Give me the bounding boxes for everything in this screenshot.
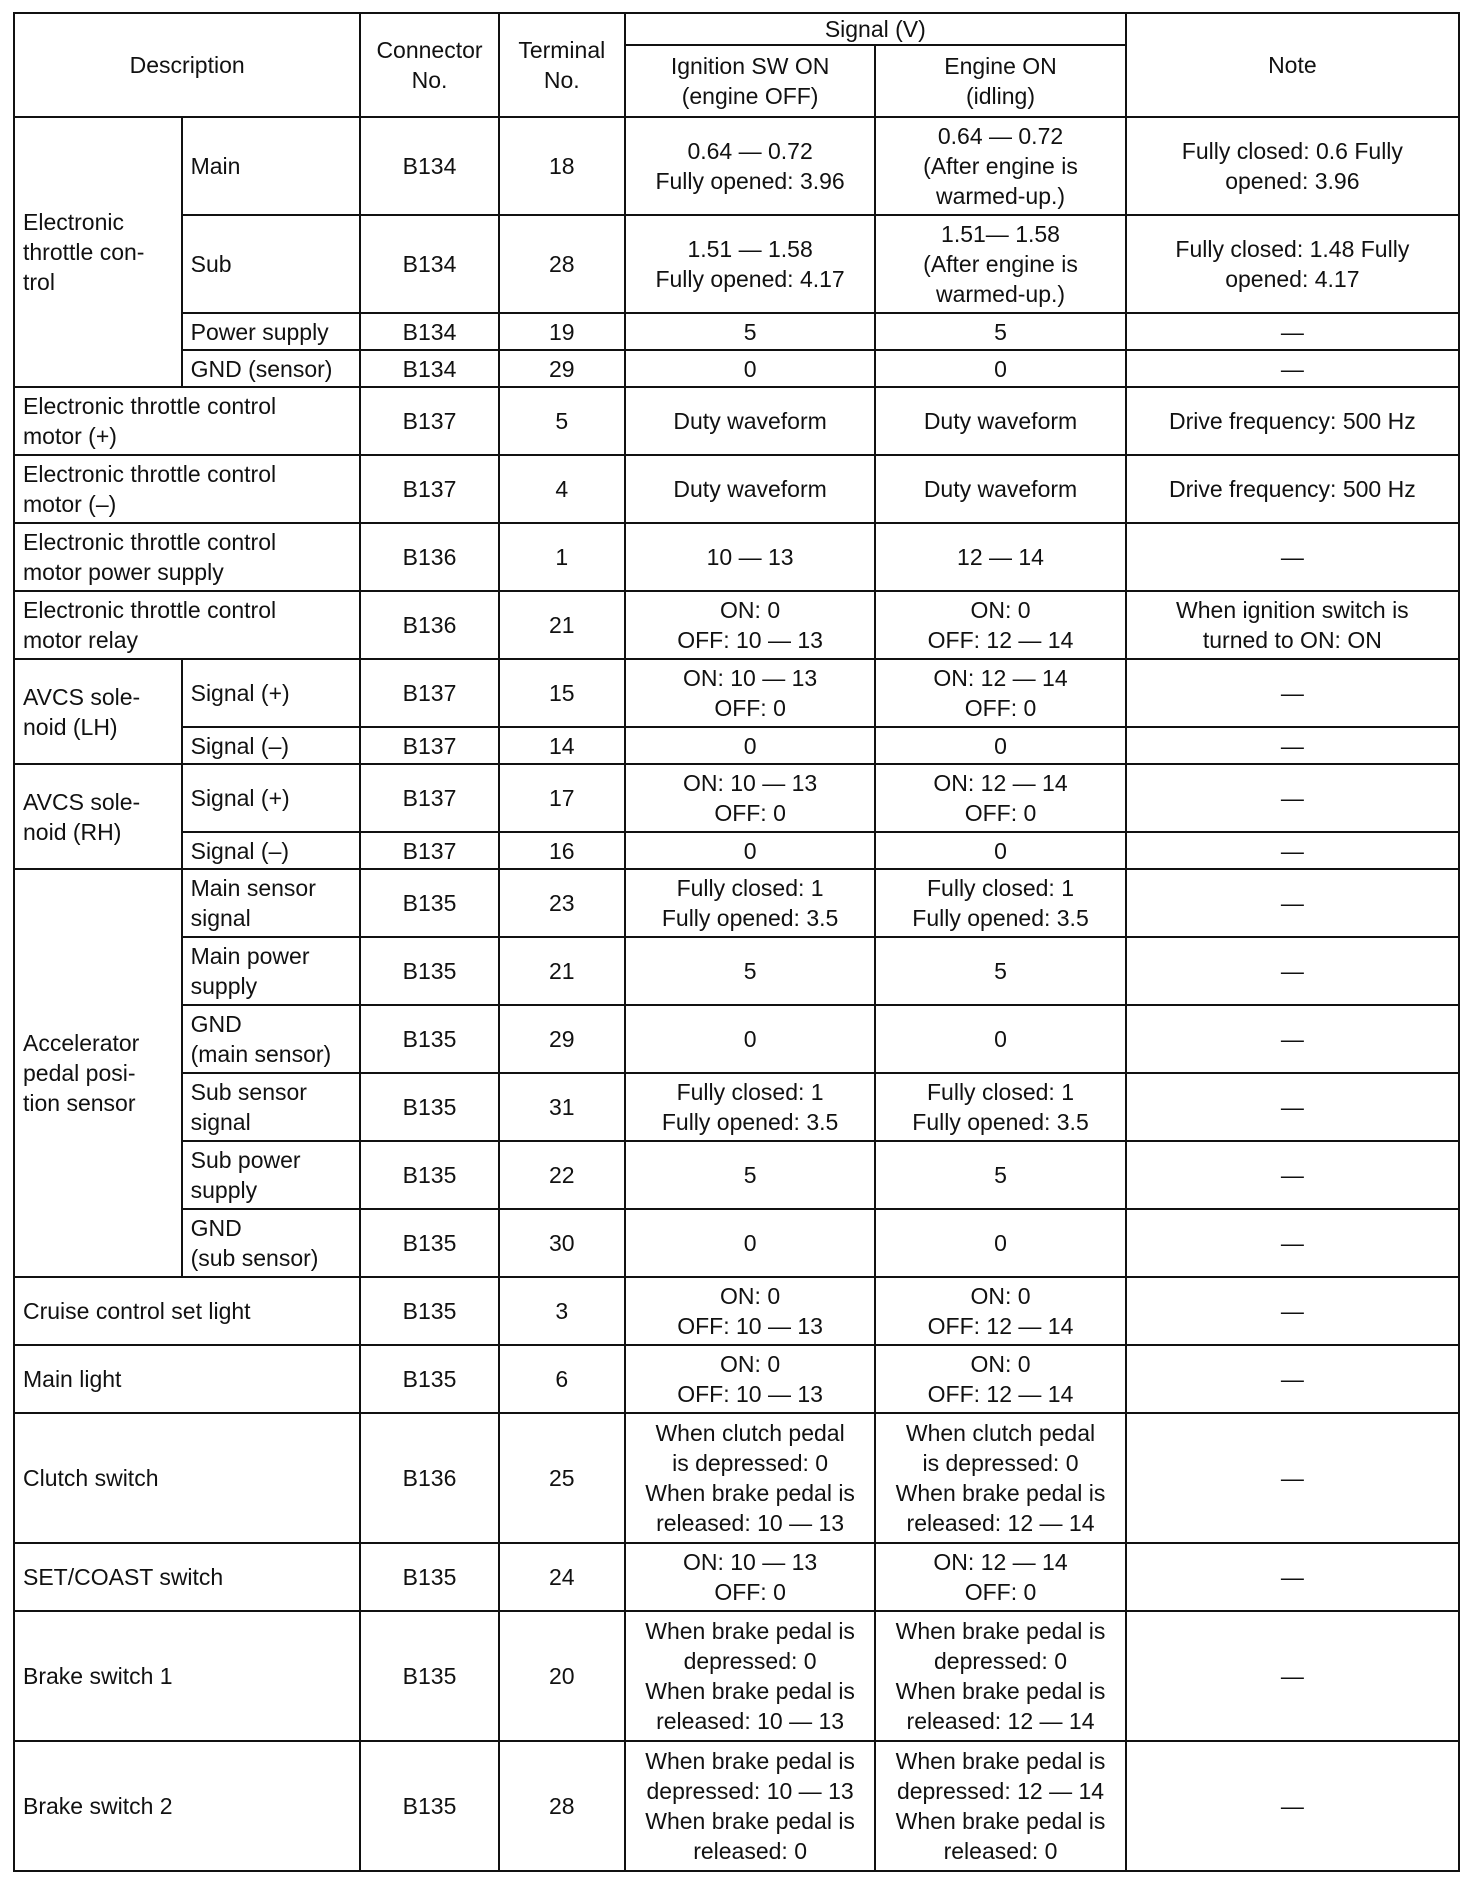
engine-on-cell: 5 xyxy=(875,313,1125,350)
connector-cell: B136 xyxy=(360,1413,498,1543)
terminal-cell: 25 xyxy=(499,1413,625,1543)
note-cell: — xyxy=(1126,764,1459,832)
connector-cell: B135 xyxy=(360,1741,498,1871)
ignition-on-cell: 0.64 — 0.72 Fully opened: 3.96 xyxy=(625,117,875,215)
note-cell: — xyxy=(1126,1005,1459,1073)
ignition-on-cell: 5 xyxy=(625,1141,875,1209)
connector-cell: B135 xyxy=(360,1073,498,1141)
row-description: Main light xyxy=(14,1345,360,1413)
engine-on-cell: 0 xyxy=(875,1209,1125,1277)
note-cell: — xyxy=(1126,1073,1459,1141)
row-subdescription: Sub sensor signal xyxy=(182,1073,361,1141)
connector-cell: B135 xyxy=(360,1209,498,1277)
header-row xyxy=(14,13,1459,45)
note-cell: — xyxy=(1126,350,1459,387)
signal-table-container xyxy=(13,12,1460,1878)
note-cell: — xyxy=(1126,1741,1459,1871)
ignition-on-cell: 0 xyxy=(625,727,875,764)
row-description: Clutch switch xyxy=(14,1413,360,1543)
engine-on-cell: ON: 12 — 14 OFF: 0 xyxy=(875,659,1125,727)
table-row xyxy=(14,937,1459,1005)
terminal-cell: 24 xyxy=(499,1543,625,1611)
terminal-cell: 6 xyxy=(499,1345,625,1413)
table-row xyxy=(14,659,1459,727)
ignition-on-cell: 0 xyxy=(625,832,875,869)
note-cell: Fully closed: 0.6 Fully opened: 3.96 xyxy=(1126,117,1459,215)
terminal-cell: 5 xyxy=(499,387,625,455)
note-cell: Drive frequency: 500 Hz xyxy=(1126,387,1459,455)
table-row xyxy=(14,1073,1459,1141)
terminal-cell: 18 xyxy=(499,117,625,215)
table-row xyxy=(14,591,1459,659)
table-row xyxy=(14,1611,1459,1741)
connector-cell: B134 xyxy=(360,313,498,350)
table-row xyxy=(14,455,1459,523)
connector-cell: B137 xyxy=(360,832,498,869)
row-subdescription: Main xyxy=(182,117,361,215)
note-cell: — xyxy=(1126,1209,1459,1277)
row-subdescription: Signal (–) xyxy=(182,832,361,869)
engine-on-cell: ON: 0 OFF: 12 — 14 xyxy=(875,591,1125,659)
terminal-cell: 29 xyxy=(499,1005,625,1073)
ignition-on-cell: 0 xyxy=(625,1005,875,1073)
engine-on-cell: Duty waveform xyxy=(875,455,1125,523)
ignition-on-cell: 5 xyxy=(625,937,875,1005)
ignition-on-cell: When brake pedal is depressed: 10 — 13 When brake pedal is released: 0 xyxy=(625,1741,875,1871)
connector-cell: B135 xyxy=(360,1277,498,1345)
table-row xyxy=(14,387,1459,455)
row-subdescription: Sub xyxy=(182,215,361,313)
note-cell: — xyxy=(1126,832,1459,869)
terminal-cell: 14 xyxy=(499,727,625,764)
terminal-cell: 19 xyxy=(499,313,625,350)
ignition-on-cell: When brake pedal is depressed: 0 When brake pedal is released: 10 — 13 xyxy=(625,1611,875,1741)
row-subdescription: GND (sub sensor) xyxy=(182,1209,361,1277)
row-subdescription: Signal (+) xyxy=(182,764,361,832)
ignition-on-cell: ON: 10 — 13 OFF: 0 xyxy=(625,659,875,727)
row-subdescription: Power supply xyxy=(182,313,361,350)
ignition-on-cell: 0 xyxy=(625,1209,875,1277)
note-cell: When ignition switch is turned to ON: ON xyxy=(1126,591,1459,659)
group-electronic-throttle-control: Electronic throttle con- trol xyxy=(14,117,182,387)
terminal-cell: 21 xyxy=(499,937,625,1005)
note-cell: — xyxy=(1126,869,1459,937)
terminal-cell: 21 xyxy=(499,591,625,659)
header-connector-no: Connector No. xyxy=(360,13,498,117)
row-subdescription: Signal (–) xyxy=(182,727,361,764)
terminal-cell: 23 xyxy=(499,869,625,937)
terminal-cell: 17 xyxy=(499,764,625,832)
connector-cell: B134 xyxy=(360,215,498,313)
table-row xyxy=(14,1209,1459,1277)
row-subdescription: GND (main sensor) xyxy=(182,1005,361,1073)
note-cell: Fully closed: 1.48 Fully opened: 4.17 xyxy=(1126,215,1459,313)
header-signal: Signal (V) xyxy=(625,13,1126,45)
engine-on-cell: When brake pedal is depressed: 0 When brake pedal is released: 12 — 14 xyxy=(875,1611,1125,1741)
note-cell: — xyxy=(1126,727,1459,764)
table-row xyxy=(14,869,1459,937)
row-description: Electronic throttle control motor (+) xyxy=(14,387,360,455)
connector-cell: B135 xyxy=(360,937,498,1005)
terminal-cell: 22 xyxy=(499,1141,625,1209)
ignition-on-cell: ON: 0 OFF: 10 — 13 xyxy=(625,591,875,659)
ignition-on-cell: 10 — 13 xyxy=(625,523,875,591)
ignition-on-cell: ON: 0 OFF: 10 — 13 xyxy=(625,1277,875,1345)
table-row xyxy=(14,1005,1459,1073)
connector-cell: B135 xyxy=(360,1141,498,1209)
engine-on-cell: 0 xyxy=(875,350,1125,387)
engine-on-cell: ON: 0 OFF: 12 — 14 xyxy=(875,1277,1125,1345)
engine-on-cell: ON: 0 OFF: 12 — 14 xyxy=(875,1345,1125,1413)
connector-cell: B134 xyxy=(360,117,498,215)
header-terminal-no: Terminal No. xyxy=(499,13,625,117)
note-cell: — xyxy=(1126,523,1459,591)
row-subdescription: Main power supply xyxy=(182,937,361,1005)
table-row xyxy=(14,523,1459,591)
note-cell: — xyxy=(1126,313,1459,350)
note-cell: — xyxy=(1126,1141,1459,1209)
table-row xyxy=(14,1345,1459,1413)
connector-cell: B137 xyxy=(360,455,498,523)
group-avcs-solenoid-rh: AVCS sole- noid (RH) xyxy=(14,764,182,869)
row-description: Electronic throttle control motor relay xyxy=(14,591,360,659)
group-avcs-solenoid-lh: AVCS sole- noid (LH) xyxy=(14,659,182,764)
terminal-cell: 1 xyxy=(499,523,625,591)
header-description: Description xyxy=(14,13,360,117)
connector-cell: B137 xyxy=(360,764,498,832)
header-ignition-on: Ignition SW ON (engine OFF) xyxy=(625,45,875,117)
engine-on-cell: 1.51— 1.58 (After engine is warmed-up.) xyxy=(875,215,1125,313)
ignition-on-cell: Duty waveform xyxy=(625,387,875,455)
row-subdescription: Sub power supply xyxy=(182,1141,361,1209)
ignition-on-cell: Fully closed: 1 Fully opened: 3.5 xyxy=(625,869,875,937)
connector-cell: B136 xyxy=(360,591,498,659)
signal-table xyxy=(13,12,1460,1872)
table-row xyxy=(14,350,1459,387)
connector-cell: B135 xyxy=(360,1345,498,1413)
connector-cell: B135 xyxy=(360,869,498,937)
terminal-cell: 31 xyxy=(499,1073,625,1141)
row-description: Brake switch 1 xyxy=(14,1611,360,1741)
row-description: SET/COAST switch xyxy=(14,1543,360,1611)
connector-cell: B135 xyxy=(360,1005,498,1073)
note-cell: — xyxy=(1126,1277,1459,1345)
row-description: Electronic throttle control motor power supply xyxy=(14,523,360,591)
note-cell: — xyxy=(1126,1345,1459,1413)
terminal-cell: 28 xyxy=(499,1741,625,1871)
engine-on-cell: Fully closed: 1 Fully opened: 3.5 xyxy=(875,1073,1125,1141)
note-cell: — xyxy=(1126,659,1459,727)
engine-on-cell: When brake pedal is depressed: 12 — 14 When brake pedal is released: 0 xyxy=(875,1741,1125,1871)
ignition-on-cell: 5 xyxy=(625,313,875,350)
table-row xyxy=(14,313,1459,350)
row-description: Electronic throttle control motor (–) xyxy=(14,455,360,523)
connector-cell: B135 xyxy=(360,1543,498,1611)
row-subdescription: Signal (+) xyxy=(182,659,361,727)
table-row xyxy=(14,1413,1459,1543)
ignition-on-cell: 1.51 — 1.58 Fully opened: 4.17 xyxy=(625,215,875,313)
engine-on-cell: 12 — 14 xyxy=(875,523,1125,591)
connector-cell: B137 xyxy=(360,387,498,455)
table-row xyxy=(14,117,1459,215)
note-cell: Drive frequency: 500 Hz xyxy=(1126,455,1459,523)
engine-on-cell: 0 xyxy=(875,832,1125,869)
engine-on-cell: 0.64 — 0.72 (After engine is warmed-up.) xyxy=(875,117,1125,215)
connector-cell: B136 xyxy=(360,523,498,591)
group-accelerator-pedal-position-sensor: Accelerator pedal posi- tion sensor xyxy=(14,869,182,1277)
table-row xyxy=(14,1741,1459,1871)
connector-cell: B137 xyxy=(360,659,498,727)
ignition-on-cell: ON: 0 OFF: 10 — 13 xyxy=(625,1345,875,1413)
terminal-cell: 15 xyxy=(499,659,625,727)
connector-cell: B134 xyxy=(360,350,498,387)
engine-on-cell: When clutch pedal is depressed: 0 When brake pedal is released: 12 — 14 xyxy=(875,1413,1125,1543)
engine-on-cell: ON: 12 — 14 OFF: 0 xyxy=(875,764,1125,832)
table-row xyxy=(14,1277,1459,1345)
row-subdescription: GND (sensor) xyxy=(182,350,361,387)
table-row xyxy=(14,727,1459,764)
note-cell: — xyxy=(1126,1611,1459,1741)
terminal-cell: 16 xyxy=(499,832,625,869)
table-row xyxy=(14,1543,1459,1611)
terminal-cell: 3 xyxy=(499,1277,625,1345)
ignition-on-cell: When clutch pedal is depressed: 0 When brake pedal is released: 10 — 13 xyxy=(625,1413,875,1543)
table-row xyxy=(14,215,1459,313)
connector-cell: B137 xyxy=(360,727,498,764)
terminal-cell: 20 xyxy=(499,1611,625,1741)
table-row xyxy=(14,832,1459,869)
ignition-on-cell: ON: 10 — 13 OFF: 0 xyxy=(625,764,875,832)
terminal-cell: 30 xyxy=(499,1209,625,1277)
engine-on-cell: 0 xyxy=(875,727,1125,764)
engine-on-cell: 0 xyxy=(875,1005,1125,1073)
note-cell: — xyxy=(1126,1543,1459,1611)
terminal-cell: 4 xyxy=(499,455,625,523)
row-subdescription: Main sensor signal xyxy=(182,869,361,937)
terminal-cell: 28 xyxy=(499,215,625,313)
header-note: Note xyxy=(1126,13,1459,117)
header-engine-on: Engine ON (idling) xyxy=(875,45,1125,117)
engine-on-cell: ON: 12 — 14 OFF: 0 xyxy=(875,1543,1125,1611)
engine-on-cell: Fully closed: 1 Fully opened: 3.5 xyxy=(875,869,1125,937)
connector-cell: B135 xyxy=(360,1611,498,1741)
terminal-cell: 29 xyxy=(499,350,625,387)
note-cell: — xyxy=(1126,1413,1459,1543)
ignition-on-cell: ON: 10 — 13 OFF: 0 xyxy=(625,1543,875,1611)
ignition-on-cell: Fully closed: 1 Fully opened: 3.5 xyxy=(625,1073,875,1141)
note-cell: — xyxy=(1126,937,1459,1005)
row-description: Brake switch 2 xyxy=(14,1741,360,1871)
table-row xyxy=(14,764,1459,832)
engine-on-cell: Duty waveform xyxy=(875,387,1125,455)
table-row xyxy=(14,1141,1459,1209)
ignition-on-cell: Duty waveform xyxy=(625,455,875,523)
ignition-on-cell: 0 xyxy=(625,350,875,387)
engine-on-cell: 5 xyxy=(875,937,1125,1005)
engine-on-cell: 5 xyxy=(875,1141,1125,1209)
row-description: Cruise control set light xyxy=(14,1277,360,1345)
